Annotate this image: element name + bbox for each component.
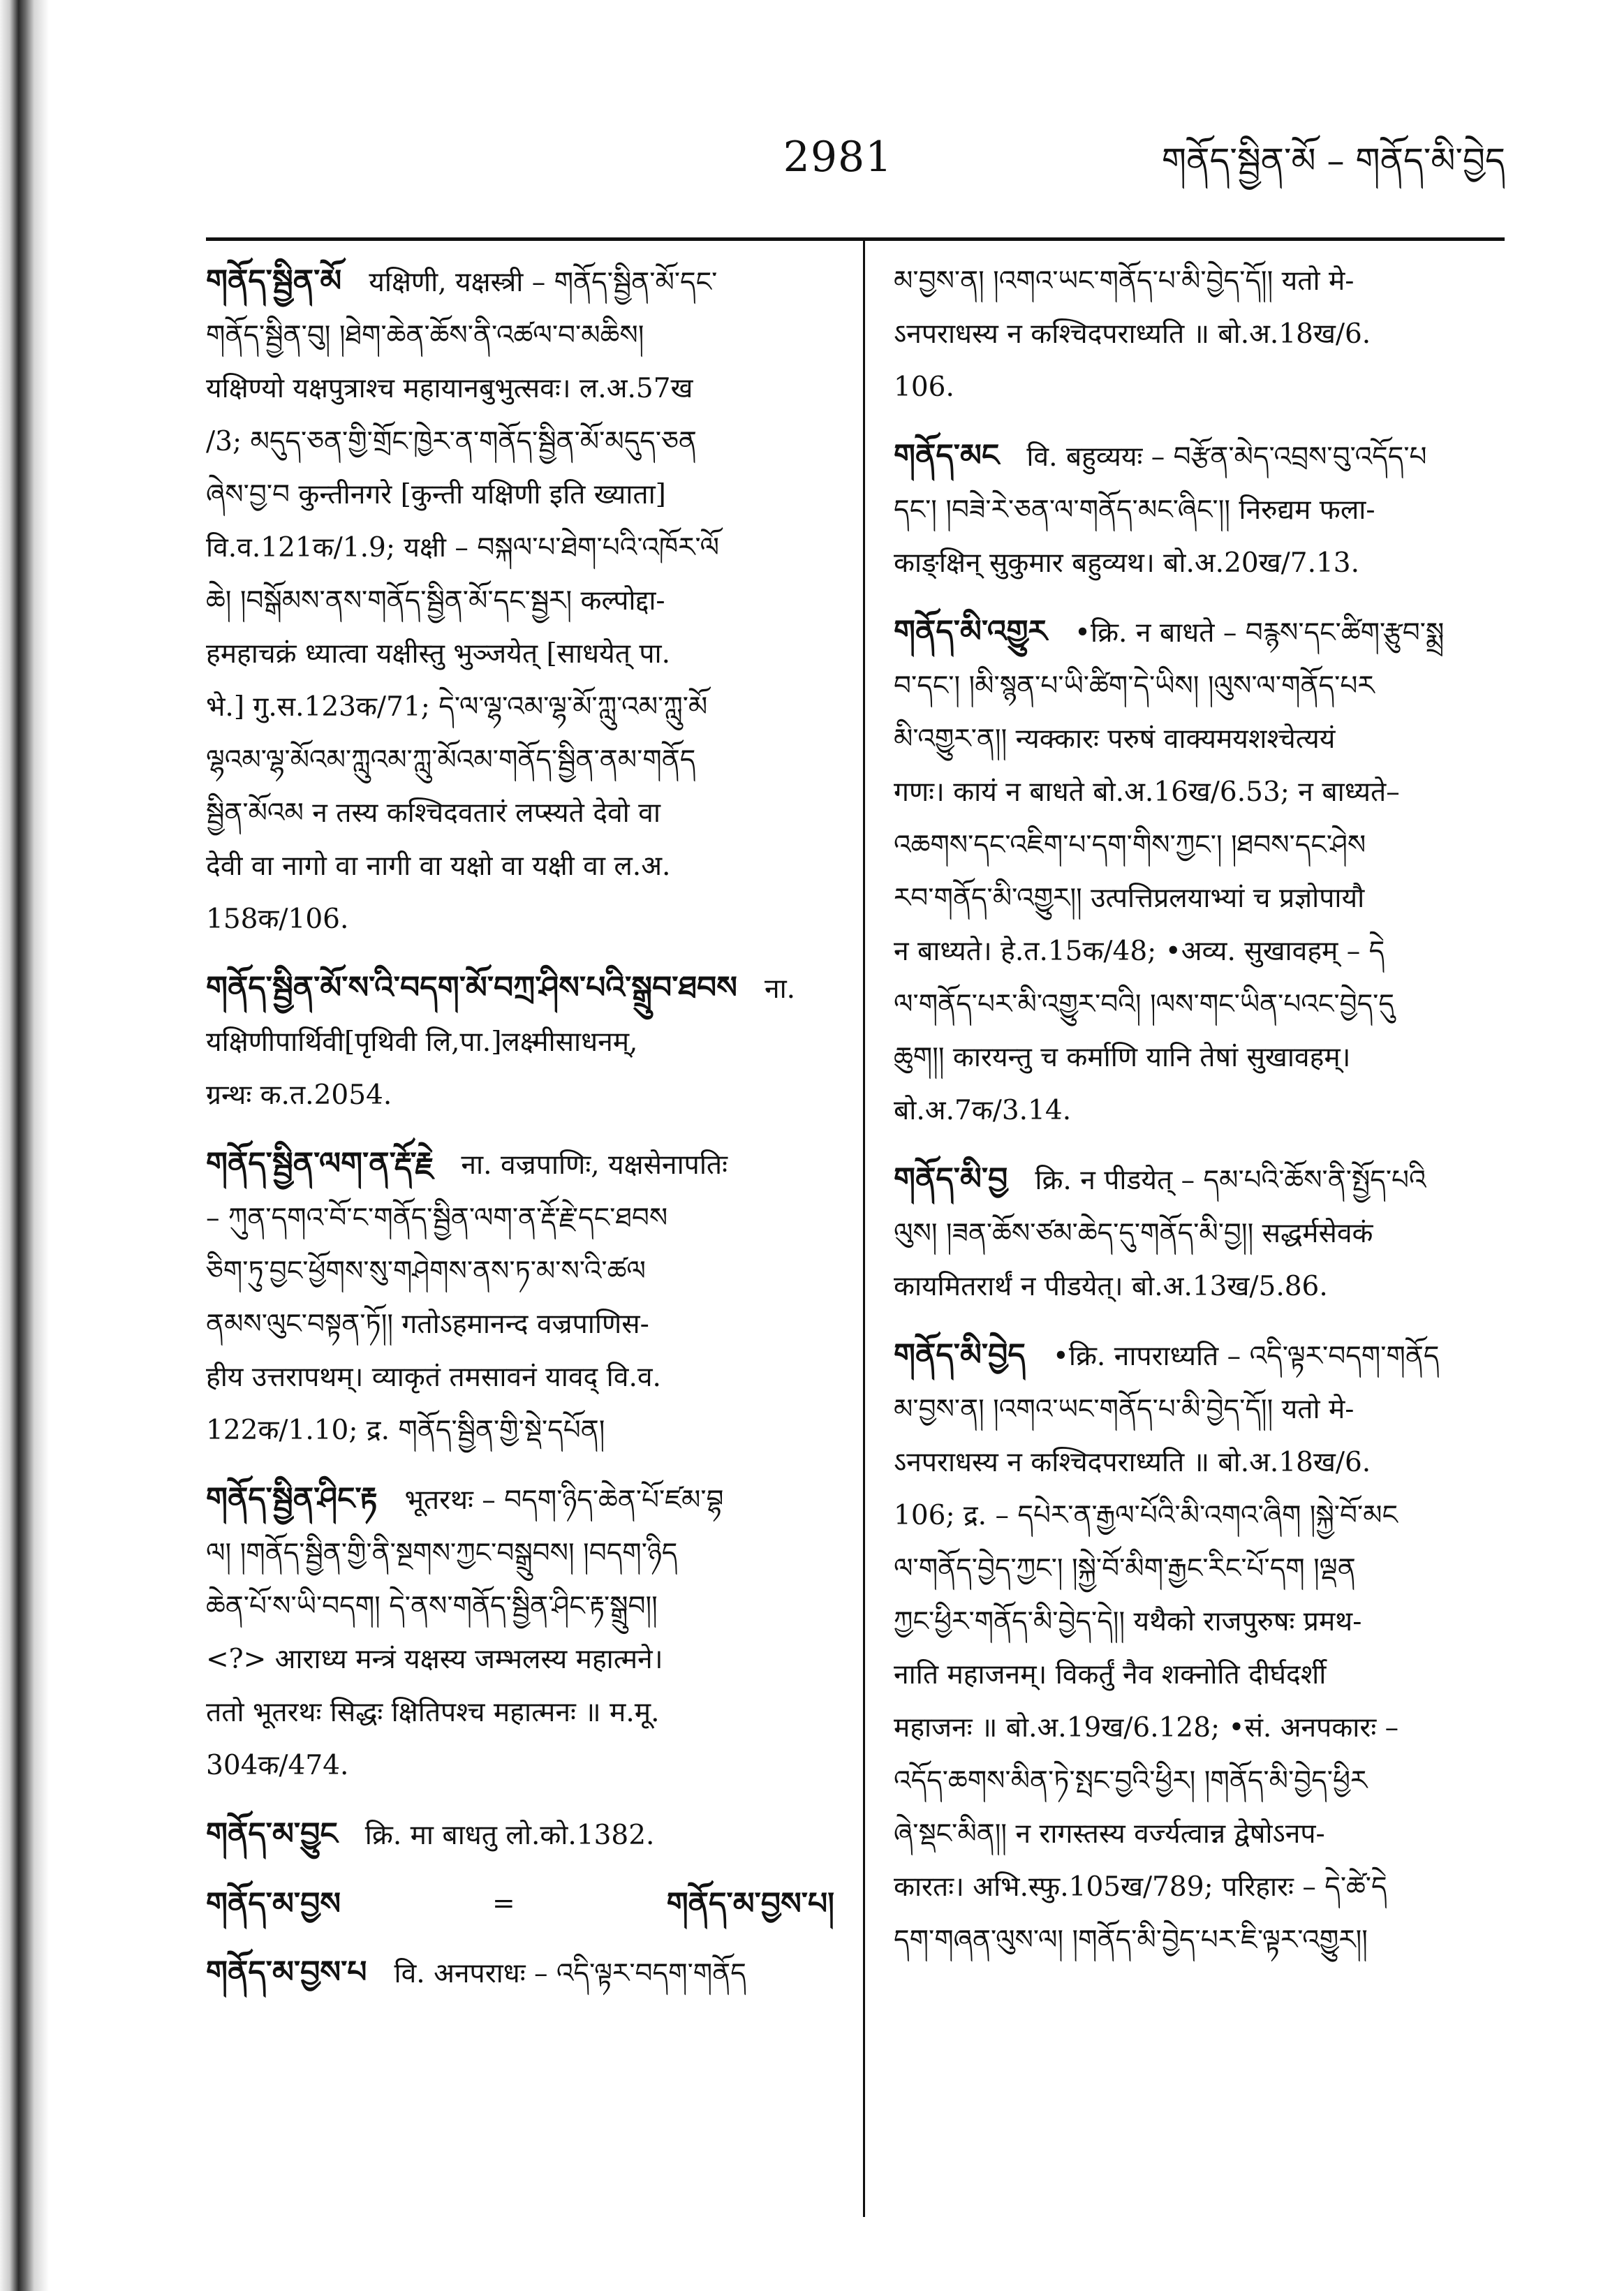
- dictionary-entry: [206, 1137, 834, 1457]
- entry-line: [206, 1633, 834, 1686]
- entry-line: [206, 309, 834, 362]
- entry-text: 304क/474.: [206, 1750, 349, 1781]
- header-rule: [206, 237, 1505, 241]
- entry-line: [894, 484, 1494, 537]
- entry-text: ना. वज्रपाणिः, यक्षसेनापतिः: [461, 1149, 728, 1181]
- dictionary-entry: [206, 255, 834, 946]
- entry-text: ऽनपराधस्य न कश्चिदपराध्यति ॥ बो.अ.18ख/6.: [894, 1447, 1371, 1478]
- entry-text: ལུས། །ཟན་ཆོས་ཙམ་ཆེད་དུ་གནོད་མི་བྱ།། सद्धर्मसेवकं: [894, 1218, 1373, 1249]
- entry-text: འདོད་ཆགས་མིན་ཏེ་སྤང་བྱའི་ཕྱིར། །གནོད་མི་བྱེད་ཕྱིར: [894, 1765, 1368, 1797]
- entry-text: མ་བྱས་ན། །འགའ་ཡང་གནོད་པ་མི་བྱེད་དོ།། यतो मे-: [894, 265, 1354, 297]
- entry-line: [894, 872, 1494, 925]
- entry-line: [894, 1542, 1494, 1596]
- entry-line: [206, 962, 834, 1069]
- entry-text: ཆེ། །བསྒོམས་ནས་གནོད་སྦྱིན་མོ་དང་སྦྱར། कल्पोद्दा-: [206, 585, 665, 617]
- entry-text: कारतः। अभि.स्फु.105ख/789; परिहारः – དེ་ཚེ་དེ: [894, 1871, 1387, 1903]
- entry-line: [894, 1207, 1494, 1260]
- entry-line: [206, 628, 834, 681]
- entry-line: [894, 308, 1494, 361]
- entry-text: མི་འགྱུར་ན།། न्यक्कारः परुषं वाक्यमयशश्चेत्ययं: [894, 723, 1336, 755]
- entry-line: [206, 734, 834, 787]
- entry-line: [206, 1808, 834, 1862]
- entry-text: •क्रि. नापराध्यति – འདི་ལྟར་བདག་གནོད: [1052, 1341, 1440, 1372]
- entry-text: དང་། །བཟེ་རེ་ཅན་ལ་གནོད་མང་ཞིང་།། निरुद्यम फला-: [894, 494, 1375, 526]
- entry-line: [206, 255, 834, 309]
- headword: གནོད་མི་བྱ: [894, 1161, 1008, 1197]
- entry-text: ཞེ་སྡང་མིན།། न रागस्तस्य वर्ज्यत्वान्न द्वेषोऽनप-: [894, 1818, 1325, 1850]
- entry-text: དག་གཞན་ལུས་ལ། །གནོད་མི་བྱེད་པར་ཇི་ལྟར་འགྱུར།།: [894, 1924, 1368, 1956]
- entry-line: [894, 255, 1494, 308]
- entry-line: [206, 1473, 834, 1527]
- entry-text: क्रि. न पीडयेत् – དམ་པའི་ཆོས་ནི་སྤྱོད་པའི: [1035, 1165, 1426, 1196]
- entry-line: [894, 1649, 1494, 1702]
- dictionary-entry: [894, 1329, 1494, 1967]
- dictionary-entry: [206, 1473, 834, 1792]
- entry-text: यक्षिणी, यक्षस्त्री – གནོད་སྦྱིན་མོ་དང་: [369, 267, 718, 298]
- entry-text: མ་བྱས་ན། །འགའ་ཡང་གནོད་པ་མི་བྱེད་དོ།། यतो मे-: [894, 1394, 1354, 1425]
- entry-text: ཞེས་བྱ་བ कुन्तीनगरे [कुन्ती यक्षिणी इति ख्याता]: [206, 479, 666, 510]
- entry-line: [206, 1946, 834, 2001]
- entry-line: [894, 1084, 1494, 1137]
- entry-line: [206, 415, 834, 469]
- entry-text: बो.अ.7क/3.14.: [894, 1095, 1072, 1126]
- book-binding-edge: [0, 0, 49, 2291]
- entry-text: 158क/106.: [206, 904, 349, 935]
- entry-line: [206, 787, 834, 840]
- entry-line: [206, 681, 834, 734]
- cross-reference-target: གནོད་མ་བྱས་པ།: [666, 1886, 834, 1922]
- entry-line: [894, 1383, 1494, 1436]
- dictionary-entry: [206, 1808, 834, 1862]
- headword: གནོད་མ་བྱུང: [206, 1816, 338, 1852]
- entry-text: 122क/1.10; द्र. གནོད་སྦྱིན་གྱི་སྡེ་དཔོན།: [206, 1415, 605, 1446]
- entry-line: [894, 1329, 1494, 1383]
- entry-text: हीय उत्तरापथम्। व्याकृतं तमसावनं यावद् वि.व.: [206, 1362, 661, 1393]
- dictionary-entry: [206, 962, 834, 1122]
- headword: གནོད་མི་བྱེད: [894, 1337, 1026, 1373]
- entry-line: [206, 575, 834, 628]
- equals-sign: =: [492, 1888, 515, 1920]
- entry-line: [894, 713, 1494, 766]
- entry-text: काङ्क्षिन् सुकुमार बहुव्यथ। बो.अ.20ख/7.13.: [894, 547, 1359, 579]
- entry-text: ནམས་ལུང་བསྟན་ཏོ།། गतोऽहमानन्द वज्रपाणिस-: [206, 1309, 649, 1340]
- entry-text: ལ་གནོད་བྱེད་ཀྱང་། །སྐྱེ་བོ་མིག་རྒྱང་རིང་པོ་དག །ལྡན: [894, 1553, 1356, 1584]
- column-divider: [863, 241, 865, 2217]
- entry-text: वि. बहुव्ययः – བརྩོན་མེད་འབྲས་བུ་འདོད་པ: [1026, 441, 1427, 473]
- entry-text: ལ། །གནོད་སྦྱིན་གྱི་ནི་སྔགས་ཀྱང་བསྒྲུབས། །བདག་ཉིད: [206, 1538, 678, 1569]
- headword: གནོད་སྦྱིན་ཤིང་རྟ: [206, 1481, 378, 1517]
- entry-text: ཀྱང་ཕྱིར་གནོད་མི་བྱེད་དེ།། यथैको राजपुरुषः प्रमथ-: [894, 1606, 1362, 1637]
- entry-line: [206, 1404, 834, 1457]
- entry-line: [894, 429, 1494, 484]
- headword: གནོད་སྦྱིན་ལག་ན་རྡོ་རྗེ: [206, 1146, 434, 1181]
- entry-text: བ་དང་། །མི་སྙན་པ་ཡི་ཚིག་དེ་ཡིས། །ལུས་ལ་གནོད་པར: [894, 670, 1375, 702]
- entry-text: ऽनपराधस्य न कश्चिदपराध्यति ॥ बो.अ.18ख/6.: [894, 318, 1371, 350]
- entry-line: [894, 1755, 1494, 1808]
- entry-line: [206, 1527, 834, 1580]
- entry-line: [894, 1031, 1494, 1084]
- entry-text: ལ་གནོད་པར་མི་འགྱུར་བའི། །ལས་གང་ཡིན་པའང་བྱེད་དུ: [894, 989, 1394, 1020]
- entry-line: [894, 361, 1494, 414]
- entry-text: गणः। कायं न बाधते बो.अ.16ख/6.53; न बाध्यते–: [894, 776, 1400, 808]
- left-column: [206, 255, 834, 2245]
- entry-text: महाजनः ॥ बो.अ.19ख/6.128; •सं. अनपकारः –: [894, 1712, 1399, 1744]
- entry-text: हमहाचक्रं ध्यात्वा यक्षीस्तु भुञ्जयेत् [साधयेत् पा.: [206, 638, 671, 670]
- entry-line: [894, 660, 1494, 713]
- dictionary-entry: [894, 605, 1494, 1137]
- entry-text: ना. यक्षिणीपार्थिवी[पृथिवी लि,पा.]लक्ष्मीसाधनम्,: [206, 973, 796, 1058]
- entry-line: [894, 1436, 1494, 1489]
- entry-line: [206, 522, 834, 575]
- entry-line: [206, 1192, 834, 1245]
- entry-text: भे.] गु.स.123क/71; དེ་ལ་ལྷ་འམ་ལྷ་མོ་ཀླུ་འམ་ཀླུ་མོ: [206, 691, 708, 723]
- entry-line: [894, 1489, 1494, 1542]
- headword: གནོད་མང: [894, 438, 1000, 473]
- entry-line: [894, 978, 1494, 1031]
- dictionary-entry: [894, 429, 1494, 590]
- entry-line: [206, 1069, 834, 1122]
- entry-text: वि. अनपराधः – འདི་ལྟར་བདག་གནོད: [394, 1958, 746, 1989]
- entry-line: [894, 1702, 1494, 1755]
- entry-text: – ཀུན་དགའ་བོ་ང་གནོད་སྦྱིན་ལག་ན་རྡོ་རྗེ་དང་ཐབས: [206, 1202, 668, 1234]
- entry-text: न बाध्यते। हे.त.15क/48; •अव्य. सुखावहम् – དེ: [894, 936, 1385, 967]
- entry-line: [206, 1298, 834, 1351]
- entry-line: [894, 537, 1494, 590]
- dictionary-entry: [894, 255, 1494, 414]
- dictionary-entry: [206, 1946, 834, 2001]
- headword: གནོད་སྦྱིན་མོ: [206, 263, 342, 299]
- entry-text: •क्रि. न बाधते – བརྙས་དང་ཚིག་རྩུབ་སྨྲ: [1074, 617, 1445, 649]
- entry-text: <?> आराध्य मन्त्रं यक्षस्य जम्भलस्य महात्मने।: [206, 1644, 663, 1675]
- entry-text: यक्षिण्यो यक्षपुत्राश्च महायानबुभुत्सवः। ल.अ.57ख: [206, 373, 693, 404]
- entry-line: [894, 605, 1494, 660]
- entry-line: [206, 840, 834, 893]
- entry-text: भूतरथः – བདག་ཉིད་ཆེན་པོ་ཛམ་བྷ: [404, 1485, 724, 1516]
- entry-text: ཅིག་ཏུ་བྱང་ཕྱོགས་སུ་གཤེགས་ནས་ཏ་མ་ས་འི་ཚལ: [206, 1255, 646, 1287]
- entry-text: འཆགས་དང་འཇིག་པ་དག་གིས་ཀྱང་། །ཐབས་དང་ཤེས: [894, 830, 1366, 861]
- entry-text: སྦྱིན་མོའམ न तस्य कश्चिदवतारं लप्स्यते देवो वा: [206, 797, 660, 829]
- entry-text: क्रि. मा बाधतु लो.को.1382.: [364, 1820, 655, 1851]
- entry-text: 106.: [894, 371, 954, 403]
- entry-line: [894, 1596, 1494, 1649]
- entry-text: /3; མདུད་ཅན་གྱི་གྲོང་ཁྱེར་ན་གནོད་སྦྱིན་མོ་མདུད་ཅན: [206, 426, 697, 457]
- headword: གནོད་མ་བྱས་པ: [206, 1954, 367, 1990]
- entry-text: རབ་གནོད་མི་འགྱུར།། उत्पत्तिप्रलयाभ्यां च प्रज्ञोपायौ: [894, 883, 1365, 914]
- entry-text: ལྷའམ་ལྷ་མོའམ་ཀླུའམ་ཀླུ་མོའམ་གནོད་སྦྱིན་ནམ་གནོད: [206, 744, 696, 776]
- entry-text: ཆུག།། कारयन्तु च कर्माणि यानि तेषां सुखावहम्।: [894, 1042, 1351, 1073]
- entry-text: कायमितरार्थं न पीडयेत्। बो.अ.13ख/5.86.: [894, 1271, 1328, 1302]
- entry-line: [894, 819, 1494, 872]
- headword: གནོད་སྦྱིན་མོ་ས་འི་བདག་མོ་བཀྲ་ཤིས་པའི་སྒྲུབ་ཐབས: [206, 970, 737, 1005]
- entry-line: [894, 1808, 1494, 1861]
- entry-line: [894, 766, 1494, 819]
- entry-line: [894, 1861, 1494, 1914]
- entry-line: [206, 1245, 834, 1298]
- entry-line: [206, 362, 834, 415]
- headword: གནོད་མ་བྱས: [206, 1886, 341, 1922]
- entry-line: [206, 469, 834, 522]
- entry-text: नाति महाजनम्। विकर्तुं नैव शक्नोति दीर्घदर्शी: [894, 1659, 1327, 1690]
- entry-line: [894, 1914, 1494, 1967]
- dictionary-entry: [894, 1153, 1494, 1313]
- entry-line: [206, 1137, 834, 1192]
- entry-line: [206, 1739, 834, 1792]
- right-column: [894, 255, 1494, 2245]
- headword: གནོད་མི་འགྱུར: [894, 614, 1047, 649]
- entry-text: देवी वा नागो वा नागी वा यक्षो वा यक्षी वा ल.अ.: [206, 850, 671, 882]
- entry-line: [894, 1260, 1494, 1313]
- entry-line: [894, 925, 1494, 978]
- entry-line: [206, 893, 834, 946]
- entry-text: ततो भूतरथः सिद्धः क्षितिपश्च महात्मनः ॥ म.मू.: [206, 1697, 660, 1728]
- entry-text: वि.व.121क/1.9; यक्षी – བསྐལ་པ་ཐེག་པའི་འཁོར་ལོ: [206, 532, 720, 563]
- entry-line: [894, 1153, 1494, 1207]
- running-head: གནོད་སྦྱིན་མོ – གནོད་མི་བྱེད: [1161, 140, 1505, 181]
- entry-text: ग्रन्थः क.त.2054.: [206, 1080, 392, 1111]
- entry-text: ཆེན་པོ་ས་ཡི་བདག། དེ་ནས་གནོད་སྦྱིན་ཤིང་རྟ་སྒྲུབ།།: [206, 1591, 658, 1622]
- page-number: 2981: [783, 133, 893, 182]
- entry-line: [206, 1686, 834, 1739]
- entry-text: 106; द्र. – དཔེར་ན་རྒྱལ་པོའི་མི་འགའ་ཞིག །སྐྱེ་བོ་མང: [894, 1500, 1398, 1531]
- cross-reference-entry: [206, 1878, 834, 1931]
- entry-line: [206, 1580, 834, 1633]
- entry-line: [206, 1351, 834, 1404]
- entry-text: གནོད་སྦྱིན་བུ། །ཐེག་ཆེན་ཆོས་ནི་འཚལ་བ་མཆིས།: [206, 320, 644, 351]
